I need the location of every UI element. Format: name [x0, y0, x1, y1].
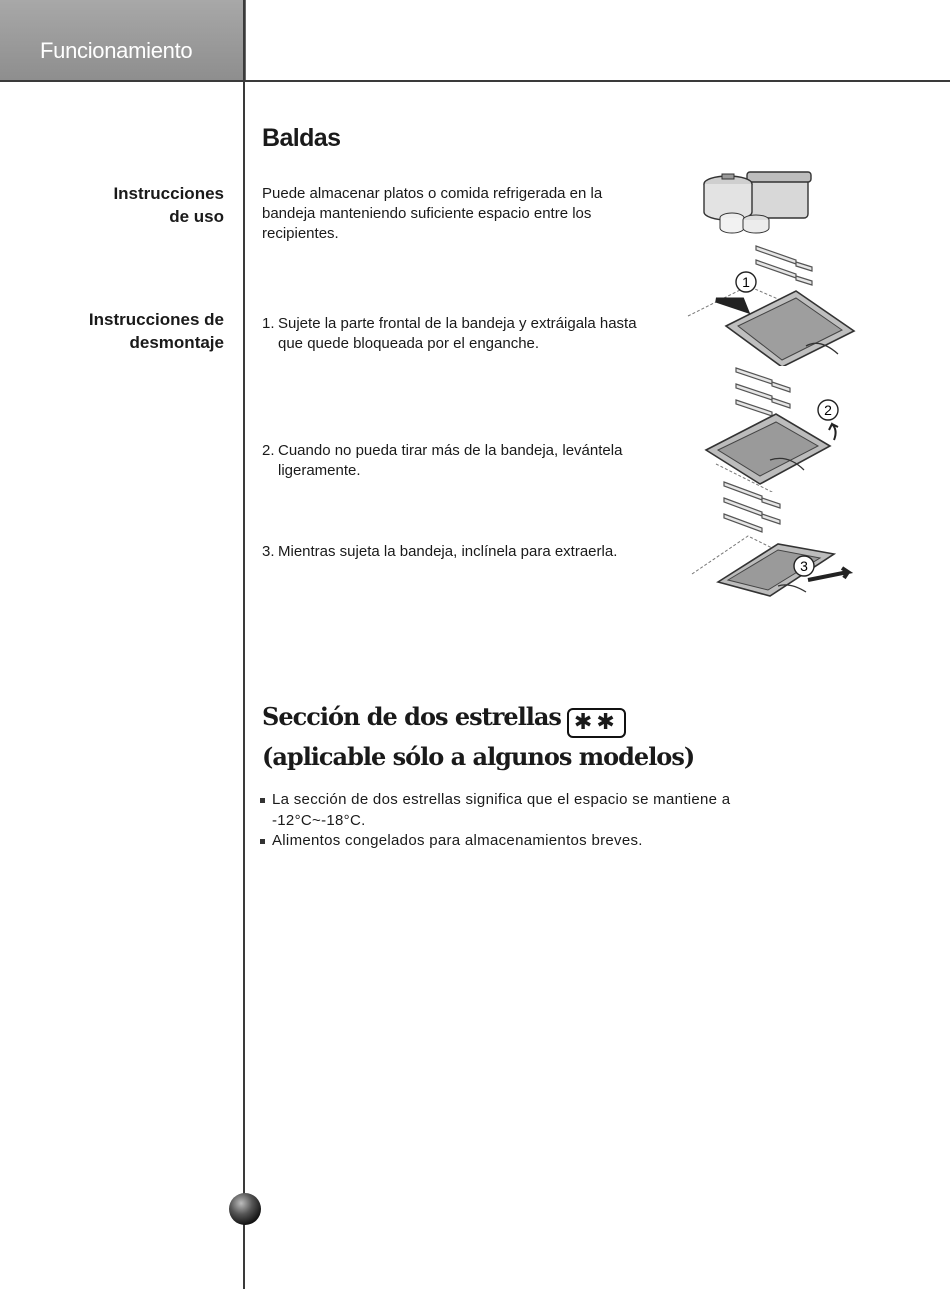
step-1-number: 1.	[262, 315, 275, 332]
page-marker-dot	[229, 1193, 261, 1225]
two-star-bullet-list	[260, 790, 780, 852]
header-rule	[0, 80, 950, 82]
step-2-text: Cuando no pueda tirar más de la bandeja, levántela ligeramente.	[278, 442, 623, 479]
two-star-title-text: Sección de dos estrellas	[262, 702, 561, 731]
step-2-badge: 2	[824, 402, 832, 418]
usage-text: Puede almacenar platos o comida refrigerada en la bandeja manteniendo suficiente espacio entre los recipientes.	[262, 185, 603, 242]
usage-label	[113, 182, 224, 228]
shelf-step-3-illustration	[688, 478, 860, 606]
two-star-title	[262, 702, 626, 738]
step-1	[262, 314, 637, 354]
step-1-badge: 1	[742, 274, 750, 290]
step-2	[262, 441, 662, 481]
section-tab-label: Funcionamiento	[40, 38, 193, 63]
margin-rule	[243, 0, 245, 1289]
list-item: Alimentos congelados para almacenamientos breves.	[260, 831, 780, 852]
removal-label	[89, 308, 224, 354]
food-containers-illustration	[700, 166, 815, 238]
shelf-step-2-illustration	[700, 364, 850, 492]
step-3-text: Mientras sujeta la bandeja, inclínela para extraerla.	[278, 543, 618, 560]
step-2-number: 2.	[262, 442, 275, 459]
step-3-badge: 3	[800, 558, 808, 574]
step-3	[262, 542, 682, 562]
two-star-symbol-icon: ✱✱	[567, 708, 626, 738]
step-3-number: 3.	[262, 543, 275, 560]
two-star-subtitle: (aplicable sólo a algunos modelos)	[262, 742, 695, 771]
usage-label-line2: de uso	[169, 207, 224, 226]
baldas-title: Baldas	[262, 124, 341, 152]
removal-label-line1: Instrucciones de	[88, 310, 224, 329]
removal-label-line2: desmontaje	[129, 333, 224, 352]
list-item: La sección de dos estrellas significa que el espacio se mantiene a -12°C~-18°C.	[260, 790, 780, 831]
usage-label-line1: Instrucciones	[113, 184, 224, 203]
section-tab	[0, 0, 246, 80]
step-1-text: Sujete la parte frontal de la bandeja y extráigala hasta que quede bloqueada por el enganche.	[278, 315, 637, 352]
shelf-step-1-illustration	[686, 236, 866, 366]
